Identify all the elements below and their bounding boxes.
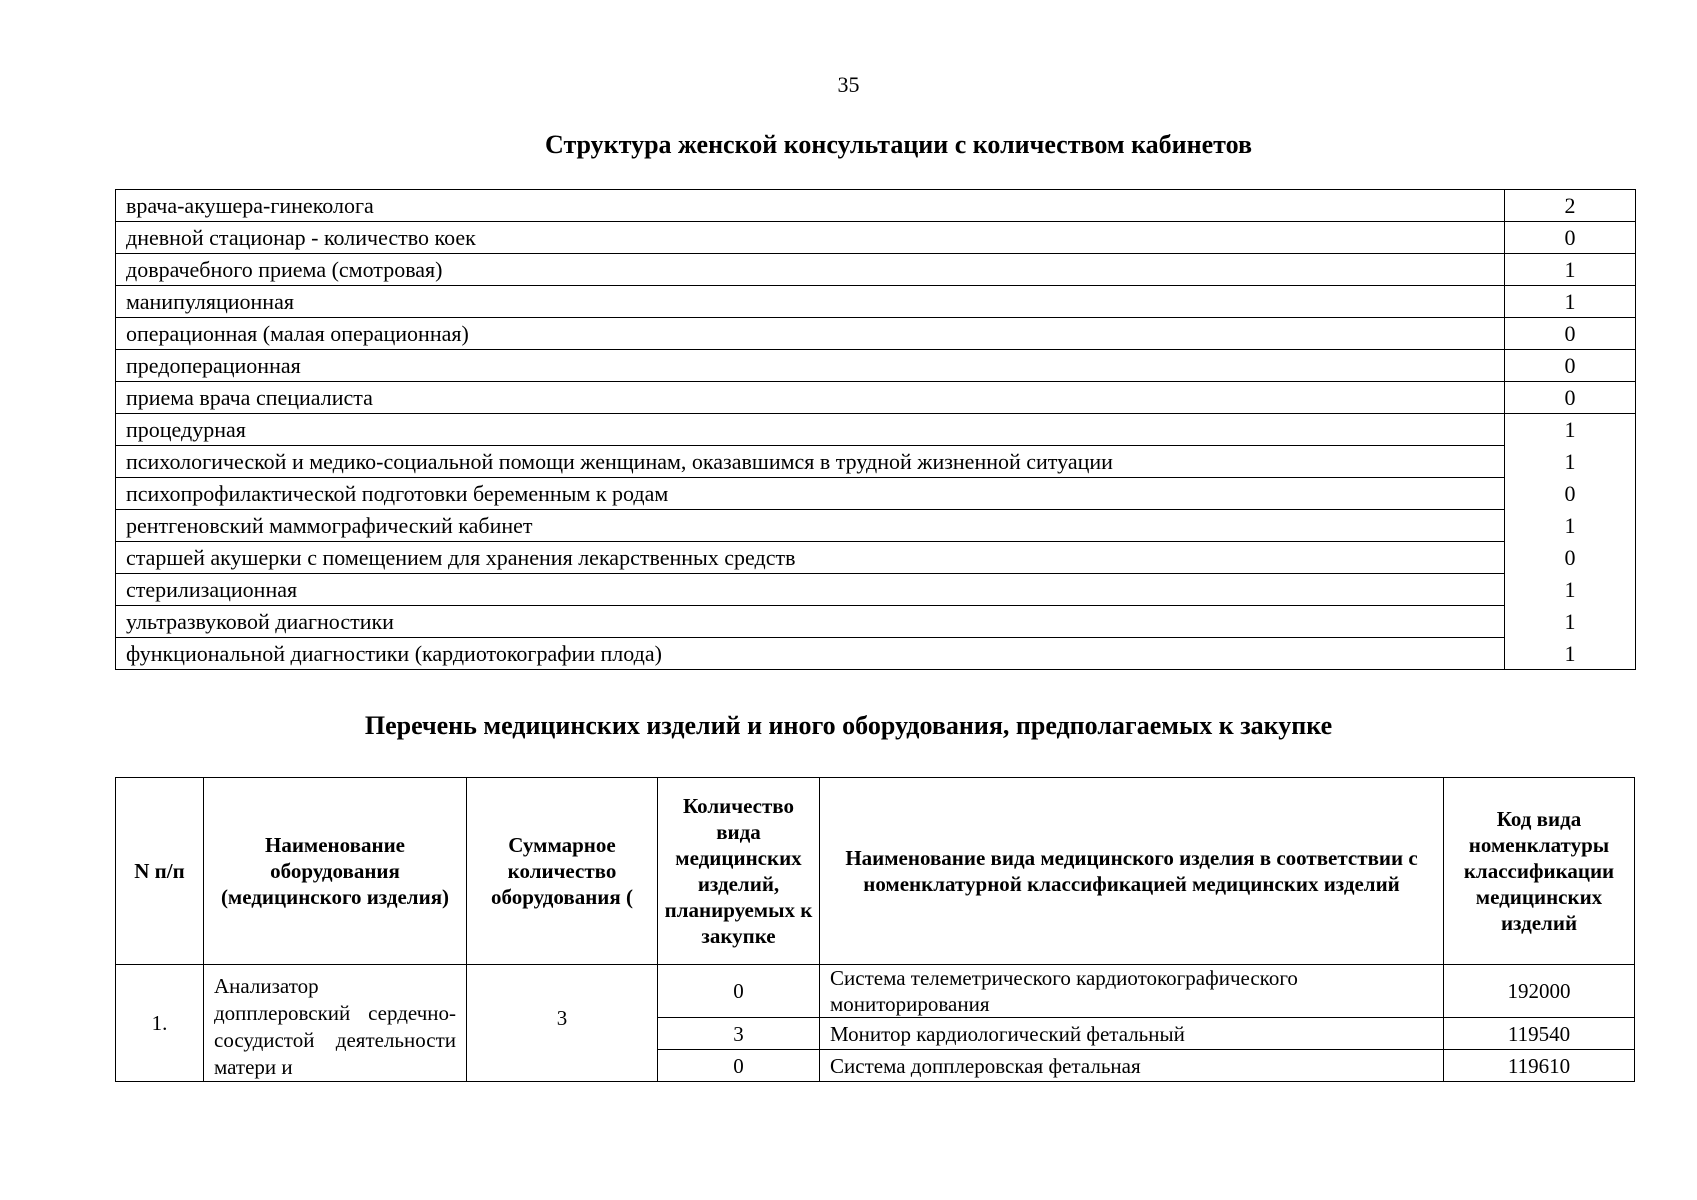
table-row <box>116 254 1636 286</box>
table-row <box>116 965 1635 1018</box>
item-name: Анализатор допплеровский сердечно- сосудистой деятельности матери и <box>204 965 467 1082</box>
table-row <box>116 542 1636 574</box>
room-count: 1 <box>1505 606 1636 638</box>
kind-code: 119540 <box>1444 1018 1635 1050</box>
room-count: 1 <box>1505 286 1636 318</box>
table-row <box>116 446 1636 478</box>
kind-quantity: 3 <box>658 1018 820 1050</box>
room-count: 0 <box>1505 542 1636 574</box>
table-row <box>116 414 1636 446</box>
room-count: 0 <box>1505 382 1636 414</box>
rooms-table <box>115 189 1636 670</box>
room-count: 1 <box>1505 574 1636 606</box>
room-label: психологической и медико-социальной помощи женщинам, оказавшимся в трудной жизненной ситуации <box>116 446 1505 478</box>
table-row <box>116 478 1636 510</box>
room-label: операционная (малая операционная) <box>116 318 1505 350</box>
room-label: ультразвуковой диагностики <box>116 606 1505 638</box>
kind-name: Монитор кардиологический фетальный <box>820 1018 1444 1050</box>
room-label: приема врача специалиста <box>116 382 1505 414</box>
kind-name: Система допплеровская фетальная <box>820 1050 1444 1082</box>
room-label: старшей акушерки с помещением для хранения лекарственных средств <box>116 542 1505 574</box>
kind-quantity: 0 <box>658 965 820 1018</box>
header-equipment-name: Наименование оборудования (медицинского изделия) <box>204 778 467 965</box>
table-row <box>116 382 1636 414</box>
equipment-section-title: Перечень медицинских изделий и иного оборудования, предполагаемых к закупке <box>364 711 1333 740</box>
equipment-table <box>115 777 1635 1082</box>
item-number: 1. <box>116 965 204 1082</box>
room-count: 0 <box>1505 478 1636 510</box>
room-label: стерилизационная <box>116 574 1505 606</box>
room-label: психопрофилактической подготовки беременным к родам <box>116 478 1505 510</box>
table-row <box>116 606 1636 638</box>
room-count: 2 <box>1505 190 1636 222</box>
header-kind-quantity: Количество вида медицинских изделий, планируемых к закупке <box>658 778 820 965</box>
room-count: 1 <box>1505 510 1636 542</box>
table-row <box>116 350 1636 382</box>
equipment-header-row <box>116 778 1635 965</box>
room-label: рентгеновский маммографический кабинет <box>116 510 1505 542</box>
item-total: 3 <box>467 965 658 1082</box>
table-row <box>116 222 1636 254</box>
table-row <box>116 190 1636 222</box>
room-count: 1 <box>1505 638 1636 670</box>
kind-code: 192000 <box>1444 965 1635 1018</box>
table-row <box>116 638 1636 670</box>
room-label: процедурная <box>116 414 1505 446</box>
header-number: N п/п <box>116 778 204 965</box>
room-count: 1 <box>1505 414 1636 446</box>
table-row <box>116 510 1636 542</box>
header-kind-name: Наименование вида медицинского изделия в соответствии с номенклатурной классификацией медицинских изделий <box>820 778 1444 965</box>
header-total-quantity: Суммарное количество оборудования ( <box>467 778 658 965</box>
room-count: 0 <box>1505 318 1636 350</box>
page-number: 35 <box>837 72 860 97</box>
room-label: манипуляционная <box>116 286 1505 318</box>
room-count: 1 <box>1505 254 1636 286</box>
table-row <box>116 574 1636 606</box>
room-label: предоперационная <box>116 350 1505 382</box>
room-count: 1 <box>1505 446 1636 478</box>
kind-code: 119610 <box>1444 1050 1635 1082</box>
room-count: 0 <box>1505 222 1636 254</box>
kind-name: Система телеметрического кардиотокографического мониторирования <box>820 965 1444 1018</box>
header-kind-code: Код вида номенклатуры классификации медицинских изделий <box>1444 778 1635 965</box>
rooms-section-title: Структура женской консультации с количеством кабинетов <box>545 130 1252 159</box>
room-count: 0 <box>1505 350 1636 382</box>
table-row <box>116 318 1636 350</box>
room-label: врача-акушера-гинеколога <box>116 190 1505 222</box>
room-label: дневной стационар - количество коек <box>116 222 1505 254</box>
kind-quantity: 0 <box>658 1050 820 1082</box>
room-label: функциональной диагностики (кардиотокографии плода) <box>116 638 1505 670</box>
room-label: доврачебного приема (смотровая) <box>116 254 1505 286</box>
table-row <box>116 286 1636 318</box>
